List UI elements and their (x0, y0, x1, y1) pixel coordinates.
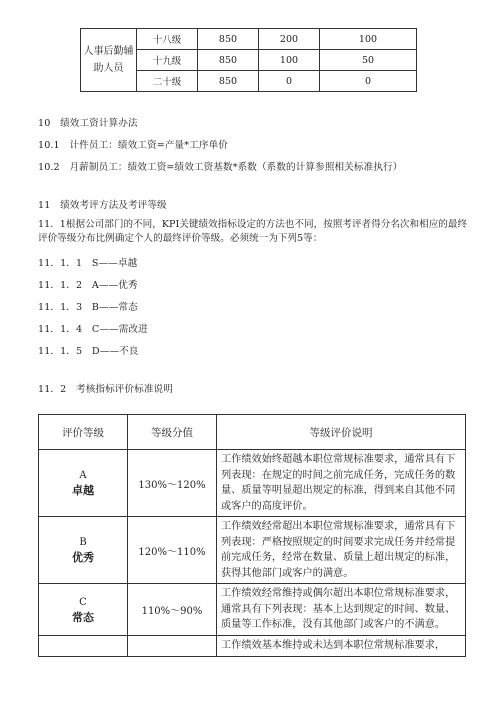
header-score: 等级分值 (128, 415, 217, 450)
value-cell: 200 (259, 29, 320, 50)
description-cell: 工作绩效基本维持或未达到本职位常规标准要求， (217, 636, 466, 657)
grade-name: 优秀 (72, 551, 94, 564)
description-cell: 工作绩效经常维持或偶尔超出本职位常规标准要求，通常具有下列表现：基本上达到规定的时间、数量、质量等工作标准，没有其他部门或客户的不满意。 (217, 584, 466, 636)
level-cell: 十九级 (137, 50, 198, 71)
grade-cell (39, 450, 128, 517)
section-10-1: 10.1 计件员工：绩效工资=产量*工序单价 (38, 140, 228, 151)
grade-cell (39, 517, 128, 584)
value-cell: 50 (320, 50, 417, 71)
level-a: 11．1．2 A——优秀 (38, 280, 138, 291)
level-d: 11．1．5 D——不良 (38, 346, 139, 357)
group-label: 人事后勤辅助人员 (81, 29, 137, 92)
level-b: 11．1．3 B——常态 (38, 302, 138, 313)
grade-cell (39, 584, 128, 636)
grade-code: A (79, 470, 87, 481)
score-cell (128, 636, 217, 657)
table-header-row (39, 415, 466, 450)
section-10-2: 10.2 月薪制员工：绩效工资=绩效工资基数*系数（系数的计算参照相关标准执行） (38, 162, 403, 173)
section-11-2-title: 11．2 考核指标评价标准说明 (38, 384, 173, 395)
score-cell: 120%～110% (128, 517, 217, 584)
table-row (39, 636, 466, 657)
value-cell: 850 (198, 71, 259, 92)
grade-name: 卓越 (72, 484, 94, 497)
level-s: 11．1．1 S——卓越 (38, 258, 138, 269)
section-11-title: 11 绩效考评方法及考评等级 (38, 200, 167, 211)
value-cell: 100 (320, 29, 417, 50)
value-cell: 850 (198, 50, 259, 71)
header-description: 等级评价说明 (217, 415, 466, 450)
value-cell: 850 (198, 29, 259, 50)
grade-name: 常态 (72, 610, 94, 624)
grade-code: B (79, 537, 87, 548)
header-grade: 评价等级 (39, 415, 128, 450)
table-row (39, 450, 466, 517)
level-c: 11．1．4 C——需改进 (38, 324, 148, 335)
description-cell: 工作绩效经常超出本职位常规标准要求，通常具有下列表现：严格按照规定的时间要求完成任务并经常提前完成任务，经常在数量、质量上超出规定的标准，获得其他部门或客户的满意。 (217, 517, 466, 584)
table-row (39, 584, 466, 636)
description-cell: 工作绩效始终超越本职位常规标准要求，通常具有下列表现：在规定的时间之前完成任务，完成任务的数量、质量等明显超出规定的标准，得到来自其他不同或客户的高度评价。 (217, 450, 466, 517)
section-10-title: 10 绩效工资计算办法 (38, 118, 138, 129)
section-11-1-paragraph: 11．1根据公司部门的不同，KPI关键绩效指标设定的方法也不同，按照考评者得分名次和相应的最终评价等级分布比例确定个人的最终评价等级。必须统一为下列5等： (38, 219, 468, 244)
evaluation-table (38, 414, 466, 657)
value-cell: 0 (320, 71, 417, 92)
table-row (39, 517, 466, 584)
salary-table (80, 28, 417, 92)
score-cell: 110%～90% (128, 584, 217, 636)
value-cell: 100 (259, 50, 320, 71)
level-cell: 二十级 (137, 71, 198, 92)
level-cell: 十八级 (137, 29, 198, 50)
grade-cell (39, 636, 128, 657)
score-cell: 130%～120% (128, 450, 217, 517)
table-row (81, 29, 417, 50)
grade-code: C (79, 596, 87, 608)
value-cell: 0 (259, 71, 320, 92)
